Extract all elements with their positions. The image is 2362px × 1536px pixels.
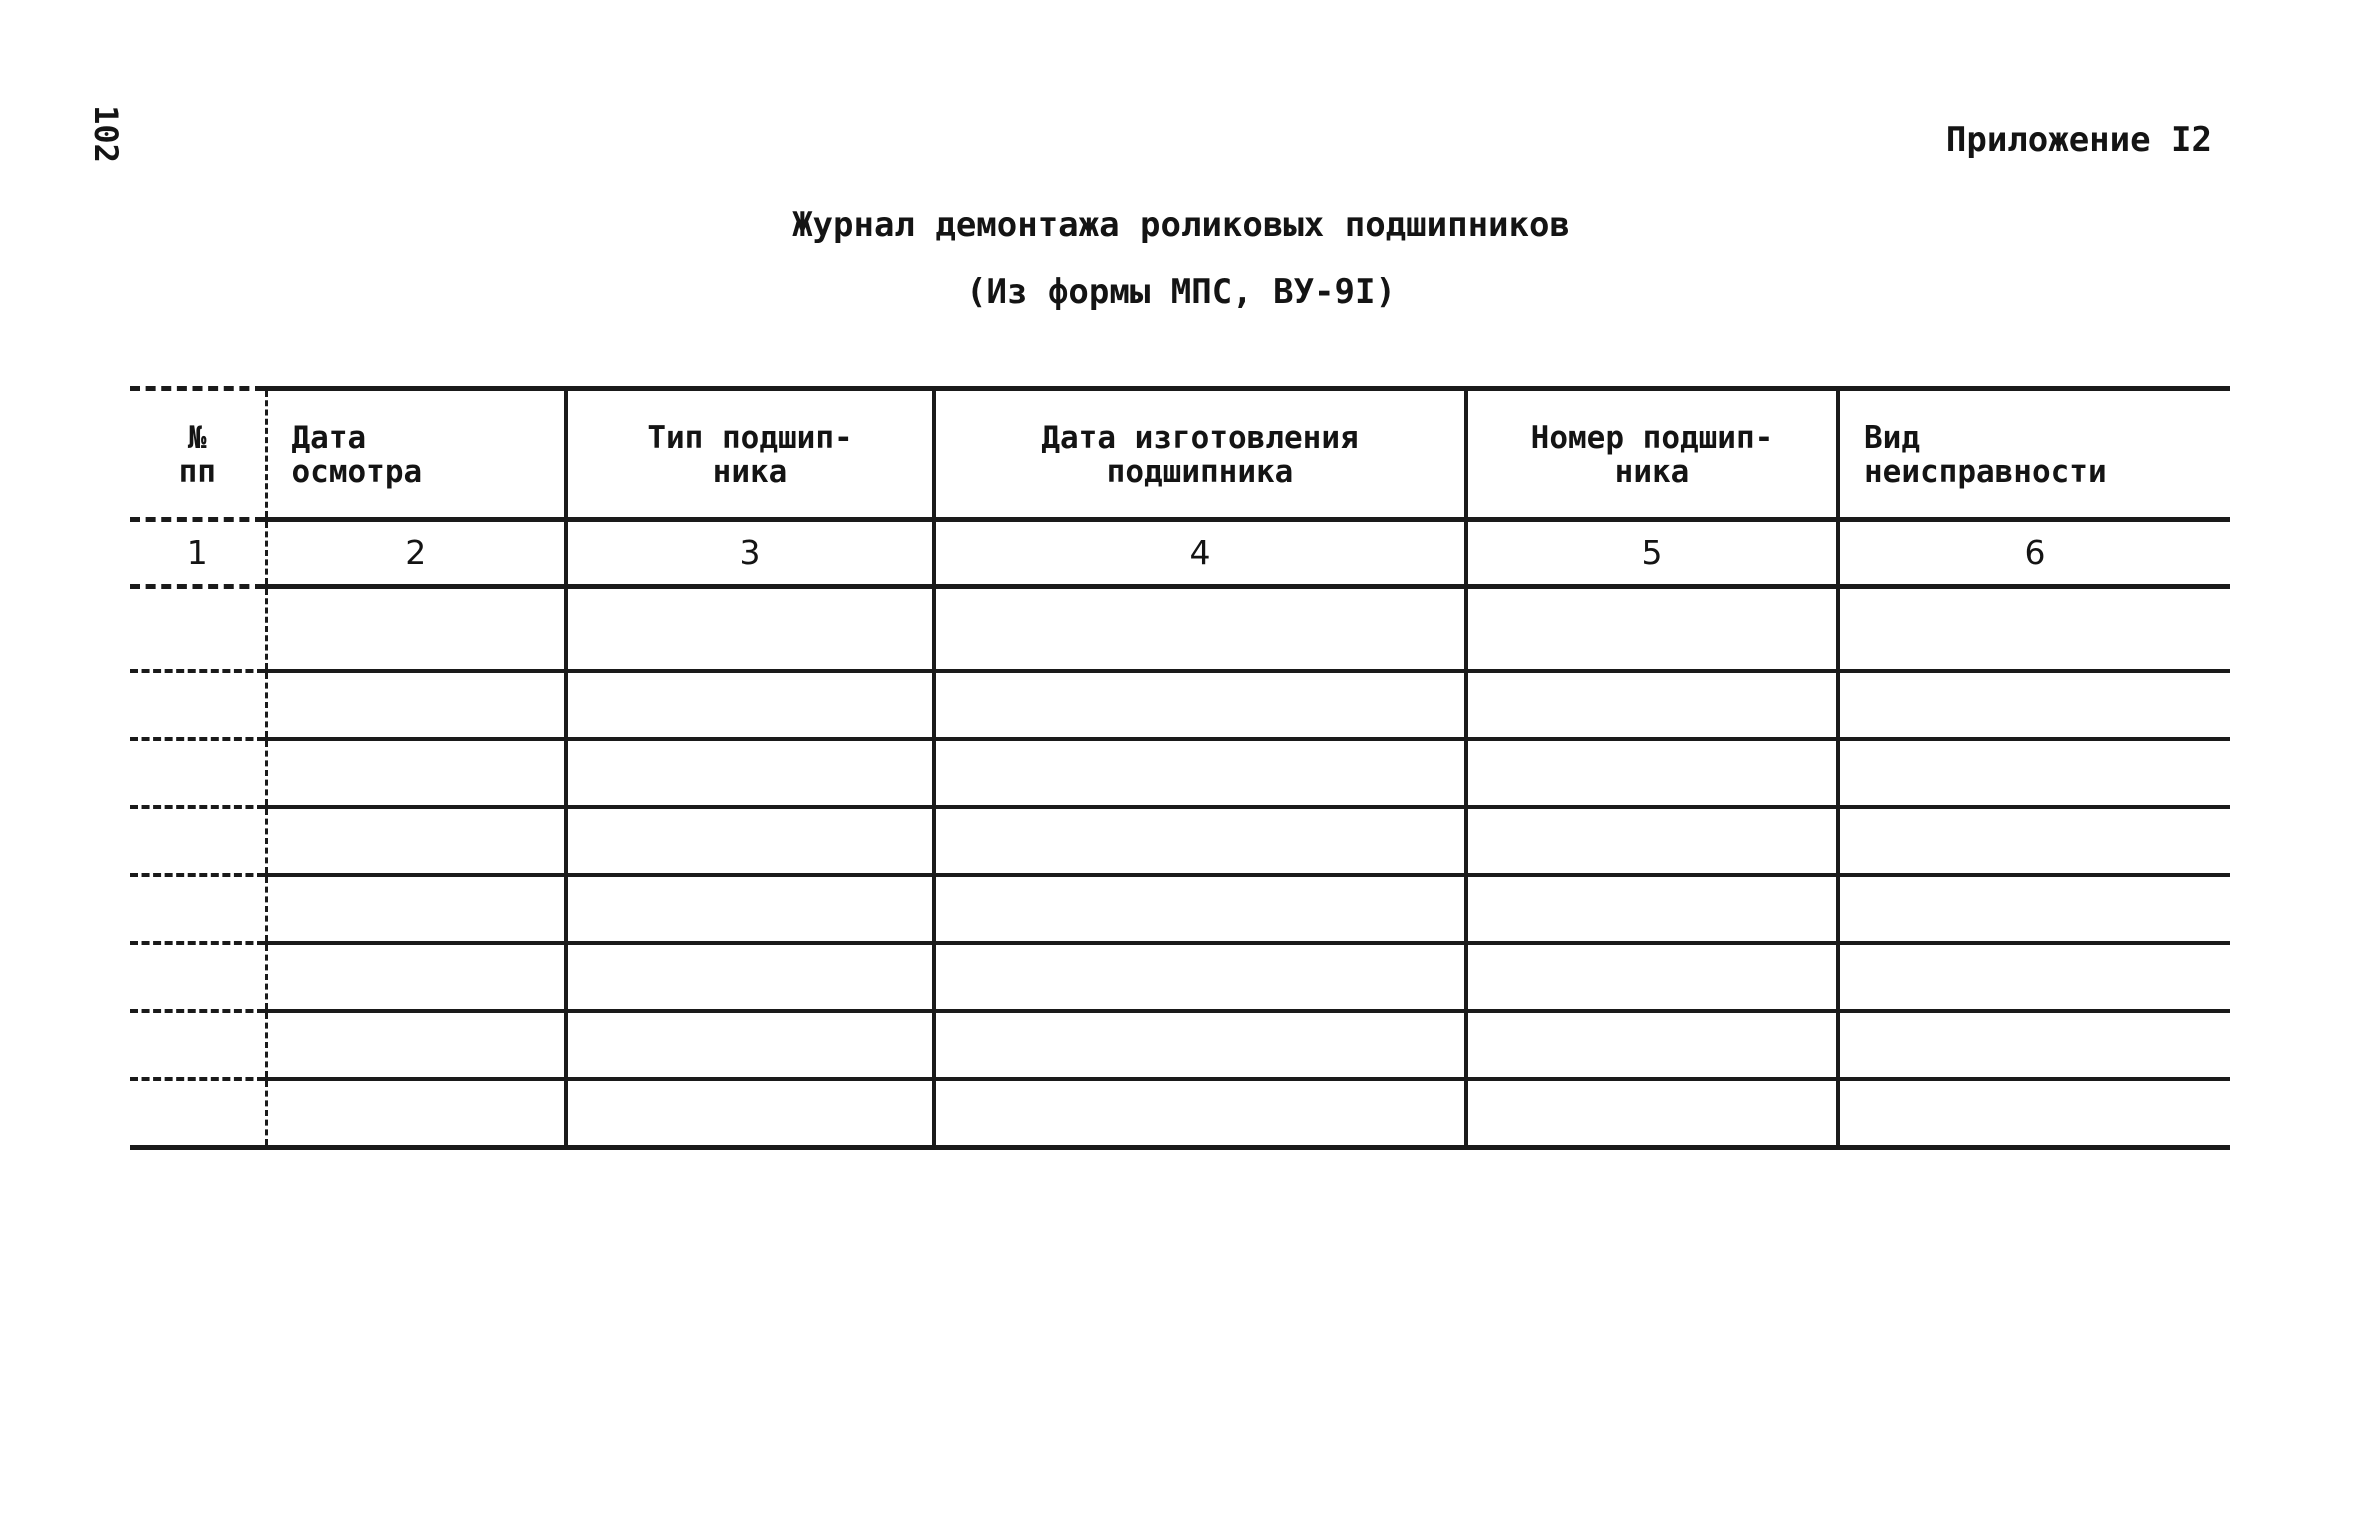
table-cell [266,587,566,672]
header-cell-manufacture-date [934,389,1466,520]
table-cell [934,875,1466,943]
table-row [130,1079,2230,1148]
table-cell [1838,587,2230,672]
header-cell-defect-type [1838,389,2230,520]
column-number: 6 [2024,533,2046,572]
table-cell [566,875,934,943]
column-number-cell [1838,520,2230,587]
table-cell [566,1079,934,1148]
table-cell [566,739,934,807]
header-label: Дата изготовления подшипника [1041,420,1359,490]
table-cell [934,739,1466,807]
table-cell [130,587,266,672]
header-label: Тип подшип- ника [647,420,853,490]
table-cell [130,807,266,875]
table-cell [266,1079,566,1148]
header-cell-bearing-type [566,389,934,520]
table-cell [130,1011,266,1079]
table-cell [130,1079,266,1148]
table-cell [934,671,1466,739]
column-number: 1 [186,533,208,572]
table-cell [1838,875,2230,943]
header-label: Дата осмотра [291,420,423,490]
header-label: Номер подшип- ника [1530,420,1774,490]
column-number: 2 [405,533,427,572]
table-row [130,739,2230,807]
table-row [130,1011,2230,1079]
table-cell [934,807,1466,875]
table-cell [1838,807,2230,875]
table-cell [566,943,934,1011]
table-cell [130,671,266,739]
table-cell [934,1011,1466,1079]
header-label: № пп [178,420,216,490]
table-row [130,807,2230,875]
bearing-dismount-journal-table [130,386,2230,1150]
table-cell [566,587,934,672]
table-cell [934,943,1466,1011]
table-cell [266,875,566,943]
table-row [130,943,2230,1011]
column-number-cell [130,520,266,587]
table-cell [130,943,266,1011]
table-cell [566,1011,934,1079]
column-number: 5 [1641,533,1663,572]
header-cell-row-number [130,389,266,520]
table-cell [1466,671,1838,739]
table-cell [266,671,566,739]
table-row [130,875,2230,943]
table-cell [1838,671,2230,739]
document-title: Журнал демонтажа роликовых подшипников [792,205,1570,245]
table-header-row [130,389,2230,520]
appendix-label: Приложение I2 [1945,120,2212,160]
document-subtitle: (Из формы МПС, ВУ-9I) [966,272,1396,312]
table-cell [934,1079,1466,1148]
table-cell [130,875,266,943]
table-cell [1466,943,1838,1011]
header-cell-bearing-number [1466,389,1838,520]
table-cell [266,1011,566,1079]
table-cell [566,671,934,739]
table-cell [1466,1079,1838,1148]
table-cell [1838,943,2230,1011]
table-cell [130,739,266,807]
column-number-cell [266,520,566,587]
table-cell [1466,1011,1838,1079]
table-cell [266,943,566,1011]
table-cell [266,739,566,807]
table-cell [566,807,934,875]
table-cell [1838,1011,2230,1079]
table-row [130,587,2230,672]
table-cell [1466,875,1838,943]
column-number-cell [934,520,1466,587]
header-label: Вид неисправности [1864,420,2107,490]
column-number-cell [566,520,934,587]
table-cell [1466,807,1838,875]
column-number: 4 [1189,533,1211,572]
header-cell-inspection-date [266,389,566,520]
table-cell [1466,587,1838,672]
page-number: 102 [87,105,125,163]
table-cell [266,807,566,875]
column-number: 3 [739,533,761,572]
table-cell [1838,739,2230,807]
column-number-cell [1466,520,1838,587]
table-cell [1838,1079,2230,1148]
column-number-row [130,520,2230,587]
table-cell [1466,739,1838,807]
table-cell [934,587,1466,672]
table-row [130,671,2230,739]
